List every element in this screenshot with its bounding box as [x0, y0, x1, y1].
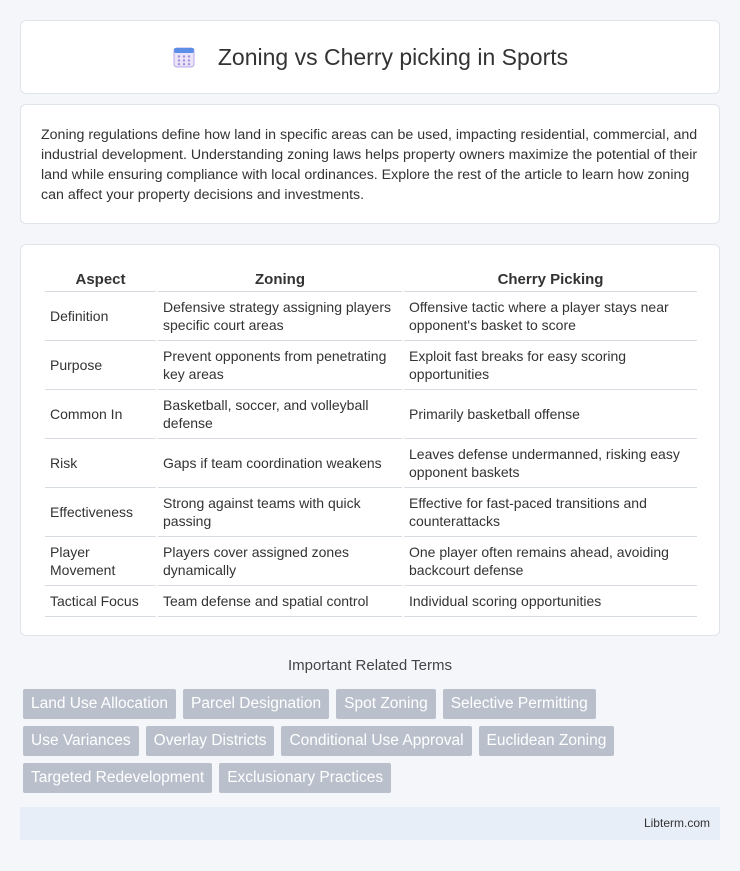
footer — [20, 807, 720, 840]
tag-row — [23, 689, 723, 719]
cell-zoning: Basketball, soccer, and volleyball defense — [158, 390, 402, 439]
header-cherry-picking: Cherry Picking — [404, 265, 697, 292]
tag-row — [23, 763, 723, 793]
header-aspect: Aspect — [45, 265, 156, 292]
cell-aspect: Common In — [45, 390, 156, 439]
table-row — [45, 586, 697, 617]
term-tag[interactable]: Selective Permitting — [443, 689, 596, 719]
cell-aspect: Effectiveness — [45, 488, 156, 537]
cell-zoning: Gaps if team coordination weakens — [158, 439, 402, 488]
term-tag[interactable]: Conditional Use Approval — [281, 726, 471, 756]
table-row — [45, 537, 697, 586]
cell-zoning: Strong against teams with quick passing — [158, 488, 402, 537]
calendar-icon — [172, 45, 196, 69]
related-terms-tags — [23, 689, 723, 800]
term-tag[interactable]: Targeted Redevelopment — [23, 763, 212, 793]
footer-site-link[interactable]: Libterm.com — [643, 816, 710, 830]
cell-zoning: Defensive strategy assigning players specific court areas — [158, 292, 402, 341]
table-row — [45, 488, 697, 537]
table-header-row — [45, 265, 697, 292]
title-wrap — [172, 44, 568, 71]
cell-aspect: Risk — [45, 439, 156, 488]
comparison-table — [43, 265, 699, 617]
term-tag[interactable]: Overlay Districts — [146, 726, 275, 756]
cell-zoning: Players cover assigned zones dynamically — [158, 537, 402, 586]
term-tag[interactable]: Spot Zoning — [336, 689, 436, 719]
header-zoning: Zoning — [158, 265, 402, 292]
cell-aspect: Player Movement — [45, 537, 156, 586]
table-row — [45, 292, 697, 341]
comparison-card — [20, 244, 720, 636]
cell-cherry-picking: Exploit fast breaks for easy scoring opportunities — [404, 341, 697, 390]
header-card — [20, 20, 720, 94]
table-row — [45, 390, 697, 439]
cell-cherry-picking: Leaves defense undermanned, risking easy opponent baskets — [404, 439, 697, 488]
intro-card — [20, 104, 720, 224]
intro-text: Zoning regulations define how land in specific areas can be used, impacting residential, commercial, and industrial development. Understanding zoning laws helps property owners maximize the potential of their land while ensuring compliance with local ordinances. Explore the rest of the article to learn how zoning can affect your property decisions and investments. — [41, 127, 698, 203]
cell-cherry-picking: Effective for fast-paced transitions and counterattacks — [404, 488, 697, 537]
term-tag[interactable]: Parcel Designation — [183, 689, 329, 719]
table-row — [45, 341, 697, 390]
term-tag[interactable]: Use Variances — [23, 726, 139, 756]
tag-row — [23, 726, 723, 756]
cell-aspect: Definition — [45, 292, 156, 341]
page-title: Zoning vs Cherry picking in Sports — [217, 43, 569, 70]
cell-cherry-picking: One player often remains ahead, avoiding backcourt defense — [404, 537, 697, 586]
term-tag[interactable]: Exclusionary Practices — [219, 763, 391, 793]
cell-aspect: Purpose — [45, 341, 156, 390]
cell-cherry-picking: Individual scoring opportunities — [404, 586, 697, 617]
term-tag[interactable]: Euclidean Zoning — [479, 726, 615, 756]
cell-cherry-picking: Offensive tactic where a player stays near opponent's basket to score — [404, 292, 697, 341]
table-row — [45, 439, 697, 488]
cell-zoning: Team defense and spatial control — [158, 586, 402, 617]
cell-zoning: Prevent opponents from penetrating key areas — [158, 341, 402, 390]
related-terms-title: Important Related Terms — [288, 657, 452, 674]
term-tag[interactable]: Land Use Allocation — [23, 689, 176, 719]
cell-cherry-picking: Primarily basketball offense — [404, 390, 697, 439]
cell-aspect: Tactical Focus — [45, 586, 156, 617]
